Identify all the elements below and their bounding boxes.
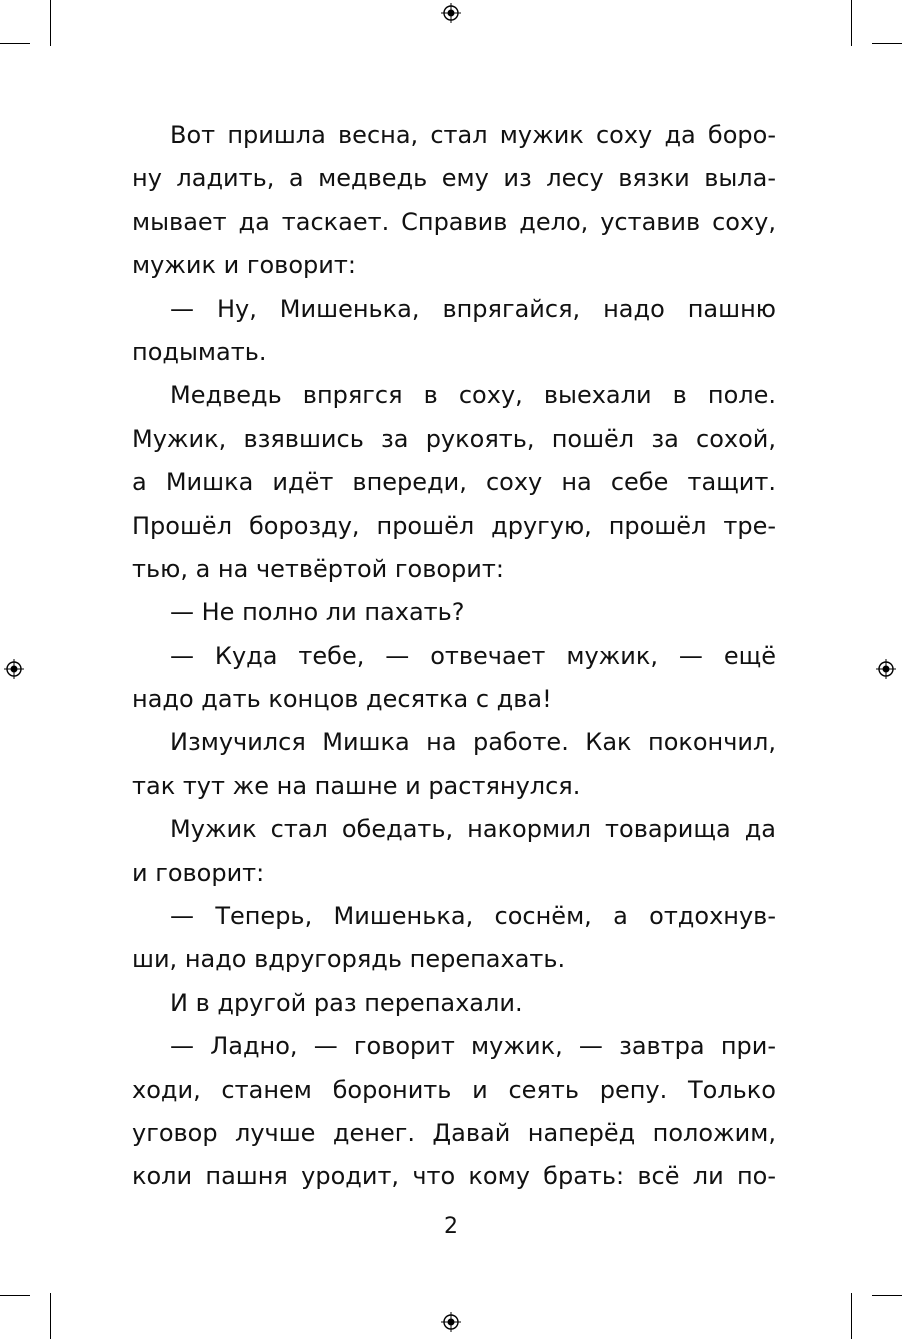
registration-mark-left-icon: [4, 659, 24, 679]
text-line: — Ну, Мишенька, впрягайся, надо пашню: [170, 294, 776, 323]
text-line: Мужик, взявшись за рукоять, пошёл за сохой,: [132, 424, 776, 453]
crop-mark-bottom-right-h: [872, 1295, 902, 1296]
text-line: коли пашня уродит, что кому брать: всё ли по-: [132, 1162, 776, 1191]
text-line: — Куда тебе, — отвечает мужик, — ещё: [170, 641, 776, 670]
text-line: И в другой раз перепахали.: [170, 988, 523, 1017]
text-line: и говорит:: [132, 858, 265, 887]
registration-mark-bottom-icon: [441, 1312, 461, 1332]
text-line: Мужик стал обедать, накормил товарища да: [170, 815, 776, 844]
crop-mark-top-right-h: [872, 43, 902, 44]
text-line: Прошёл борозду, прошёл другую, прошёл тре-: [132, 511, 776, 540]
text-line: мывает да таскает. Справив дело, уставив соху,: [132, 207, 776, 236]
crop-mark-bottom-right-v: [851, 1293, 852, 1339]
crop-mark-top-right-v: [851, 0, 852, 46]
text-line: Медведь впрягся в соху, выехали в поле.: [170, 381, 776, 410]
text-line: мужик и говорит:: [132, 251, 356, 280]
text-line: — Теперь, Мишенька, соснём, а отдохнув-: [170, 902, 776, 931]
text-line: — Ладно, — говорит мужик, — завтра при-: [170, 1032, 776, 1061]
text-line: ходи, станем боронить и сеять репу. Только: [132, 1075, 776, 1104]
text-line: ну ладить, а медведь ему из лесу вязки выла-: [132, 164, 776, 193]
text-line: надо дать концов десятка с два!: [132, 685, 552, 714]
text-line: так тут же на пашне и растянулся.: [132, 771, 581, 800]
text-line: ши, надо вдругорядь перепахать.: [132, 945, 566, 974]
text-line: уговор лучше денег. Давай наперёд положим,: [132, 1118, 776, 1147]
crop-mark-top-left-h: [0, 43, 30, 44]
crop-mark-bottom-left-v: [50, 1293, 51, 1339]
page-number: 2: [444, 1214, 458, 1239]
body-text: [132, 114, 776, 1199]
registration-mark-right-icon: [876, 659, 896, 679]
text-line: а Мишка идёт впереди, соху на себе тащит.: [132, 468, 776, 497]
text-line: — Не полно ли пахать?: [170, 598, 465, 627]
crop-mark-bottom-left-h: [0, 1295, 30, 1296]
text-line: тью, а на четвёртой говорит:: [132, 554, 504, 583]
crop-mark-top-left-v: [50, 0, 51, 46]
text-line: подымать.: [132, 337, 267, 366]
text-line: Вот пришла весна, стал мужик соху да боро-: [170, 121, 776, 149]
registration-mark-top-icon: [441, 3, 461, 23]
text-line: Измучился Мишка на работе. Как покончил,: [170, 728, 776, 757]
